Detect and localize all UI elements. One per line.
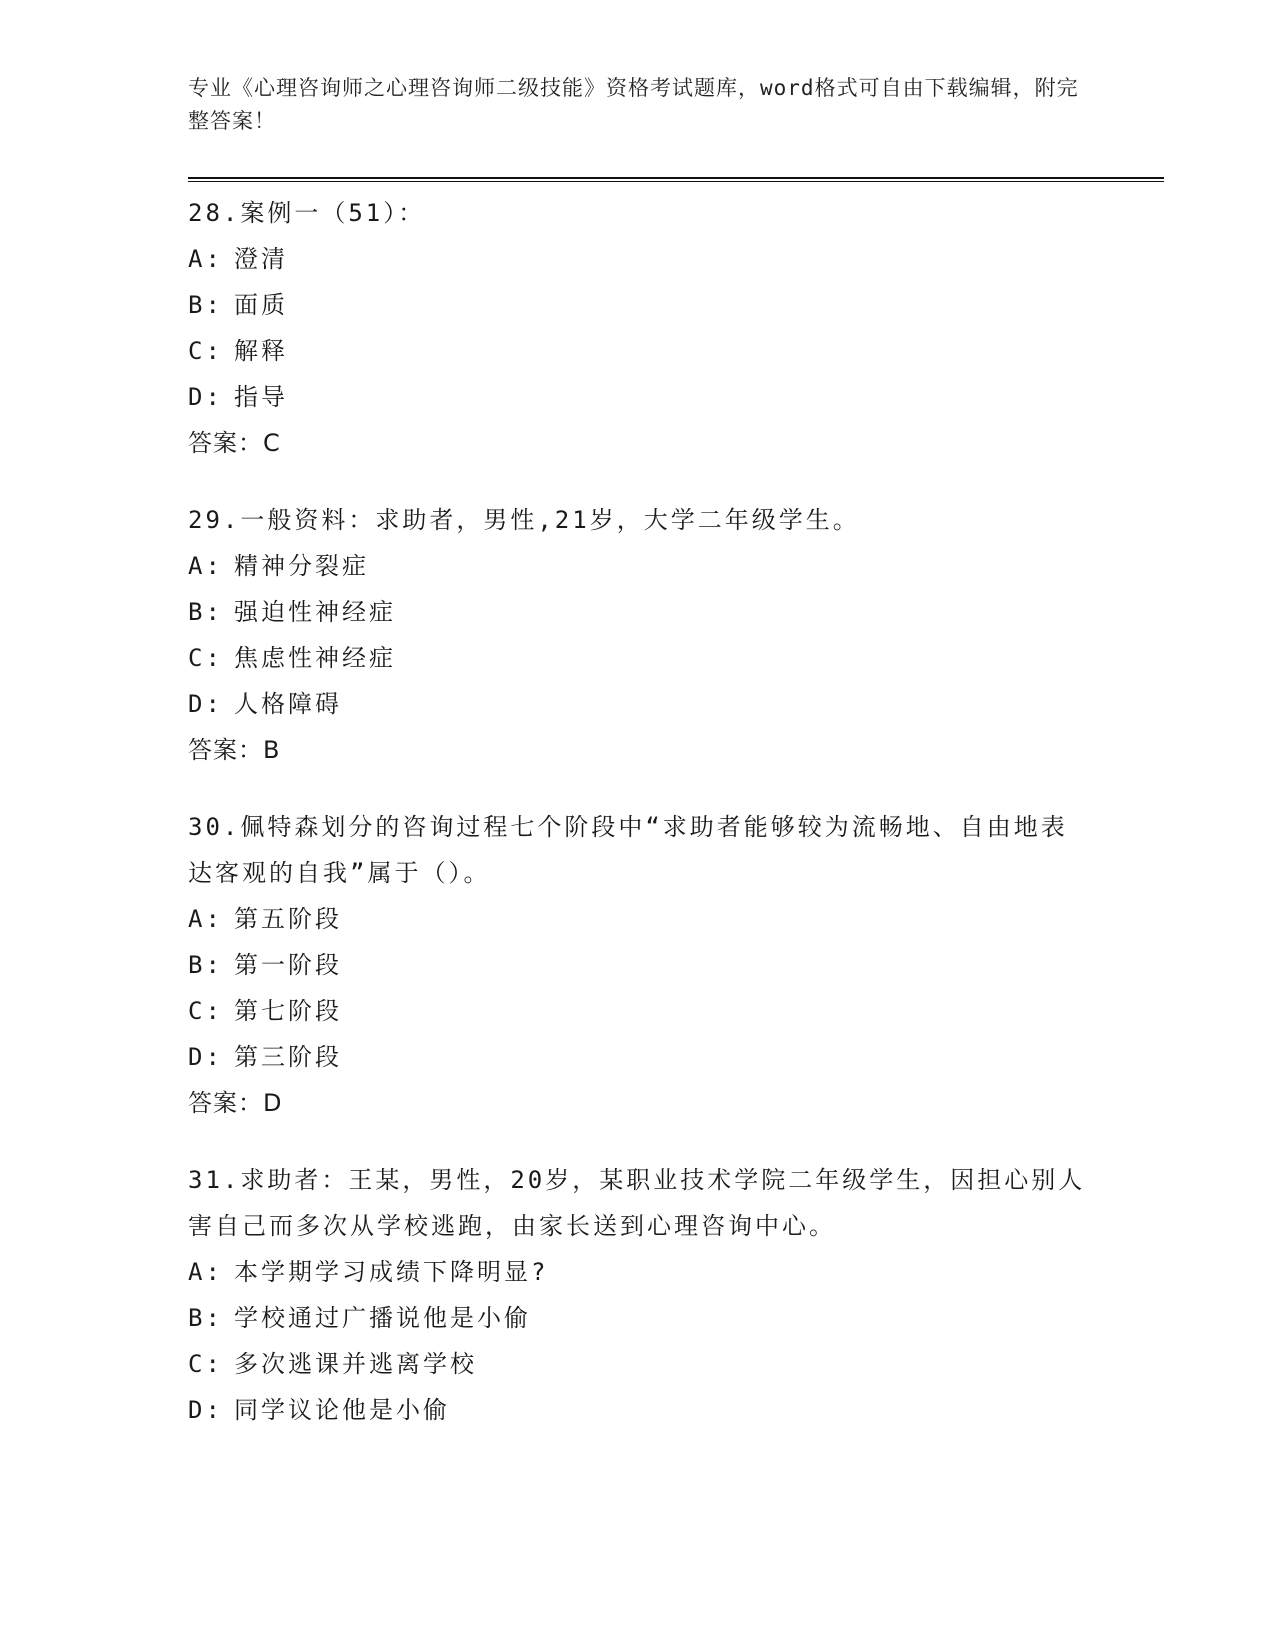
- option-text: 学校通过广播说他是小偷: [234, 1304, 531, 1332]
- question-28: [188, 190, 1088, 466]
- option-letter: D:: [188, 690, 223, 718]
- option-letter: D:: [188, 1043, 223, 1071]
- answer-line: 答案：D: [188, 1089, 283, 1117]
- option-text: 焦虑性神经症: [234, 644, 396, 672]
- option-d: [188, 1034, 1088, 1080]
- option-letter: A:: [188, 905, 223, 933]
- option-text: 精神分裂症: [234, 552, 369, 580]
- answer-line: 答案：B: [188, 736, 281, 764]
- option-text: 人格障碍: [234, 690, 342, 718]
- option-text: 面质: [234, 291, 288, 319]
- question-list: [188, 190, 1088, 1464]
- option-text: 解释: [234, 337, 288, 365]
- option-letter: C:: [188, 997, 223, 1025]
- option-d: [188, 681, 1088, 727]
- option-letter: C:: [188, 1350, 223, 1378]
- option-c: [188, 328, 1088, 374]
- option-text: 本学期学习成绩下降明显?: [234, 1258, 549, 1286]
- option-text: 第七阶段: [234, 997, 342, 1025]
- option-c: [188, 1341, 1088, 1387]
- option-text: 第三阶段: [234, 1043, 342, 1071]
- document-header: 专业《心理咨询师之心理咨询师二级技能》资格考试题库，word格式可自由下载编辑，附完整答案！: [188, 76, 1079, 133]
- answer-line: 答案：C: [188, 429, 281, 457]
- option-c: [188, 988, 1088, 1034]
- option-text: 第一阶段: [234, 951, 342, 979]
- option-text: 同学议论他是小偷: [234, 1396, 450, 1424]
- option-text: 第五阶段: [234, 905, 342, 933]
- option-a: [188, 896, 1088, 942]
- header-divider: [188, 177, 1164, 182]
- question-stem: 28.案例一（51）：: [188, 199, 426, 227]
- option-letter: C:: [188, 644, 223, 672]
- option-a: [188, 1249, 1088, 1295]
- option-letter: D:: [188, 1396, 223, 1424]
- option-letter: B:: [188, 951, 223, 979]
- option-letter: B:: [188, 291, 223, 319]
- question-29: [188, 497, 1088, 773]
- option-text: 强迫性神经症: [234, 598, 396, 626]
- option-a: [188, 236, 1088, 282]
- option-letter: A:: [188, 1258, 223, 1286]
- option-letter: C:: [188, 337, 223, 365]
- option-d: [188, 374, 1088, 420]
- option-letter: D:: [188, 383, 223, 411]
- question-stem: 31.求助者：王某，男性，20岁，某职业技术学院二年级学生，因担心别人害自己而多次从学校逃跑，由家长送到心理咨询中心。: [188, 1166, 1086, 1240]
- option-a: [188, 543, 1088, 589]
- option-text: 多次逃课并逃离学校: [234, 1350, 477, 1378]
- question-30: [188, 804, 1088, 1126]
- option-b: [188, 1295, 1088, 1341]
- option-b: [188, 589, 1088, 635]
- option-letter: A:: [188, 245, 223, 273]
- option-d: [188, 1387, 1088, 1433]
- option-letter: A:: [188, 552, 223, 580]
- option-b: [188, 282, 1088, 328]
- option-text: 澄清: [234, 245, 288, 273]
- option-c: [188, 635, 1088, 681]
- option-text: 指导: [234, 383, 288, 411]
- option-letter: B:: [188, 1304, 223, 1332]
- question-stem: 30.佩特森划分的咨询过程七个阶段中“求助者能够较为流畅地、自由地表达客观的自我”属于（）。: [188, 813, 1068, 887]
- option-letter: B:: [188, 598, 223, 626]
- question-31: [188, 1157, 1088, 1433]
- question-stem: 29.一般资料：求助者，男性,21岁，大学二年级学生。: [188, 506, 860, 534]
- option-b: [188, 942, 1088, 988]
